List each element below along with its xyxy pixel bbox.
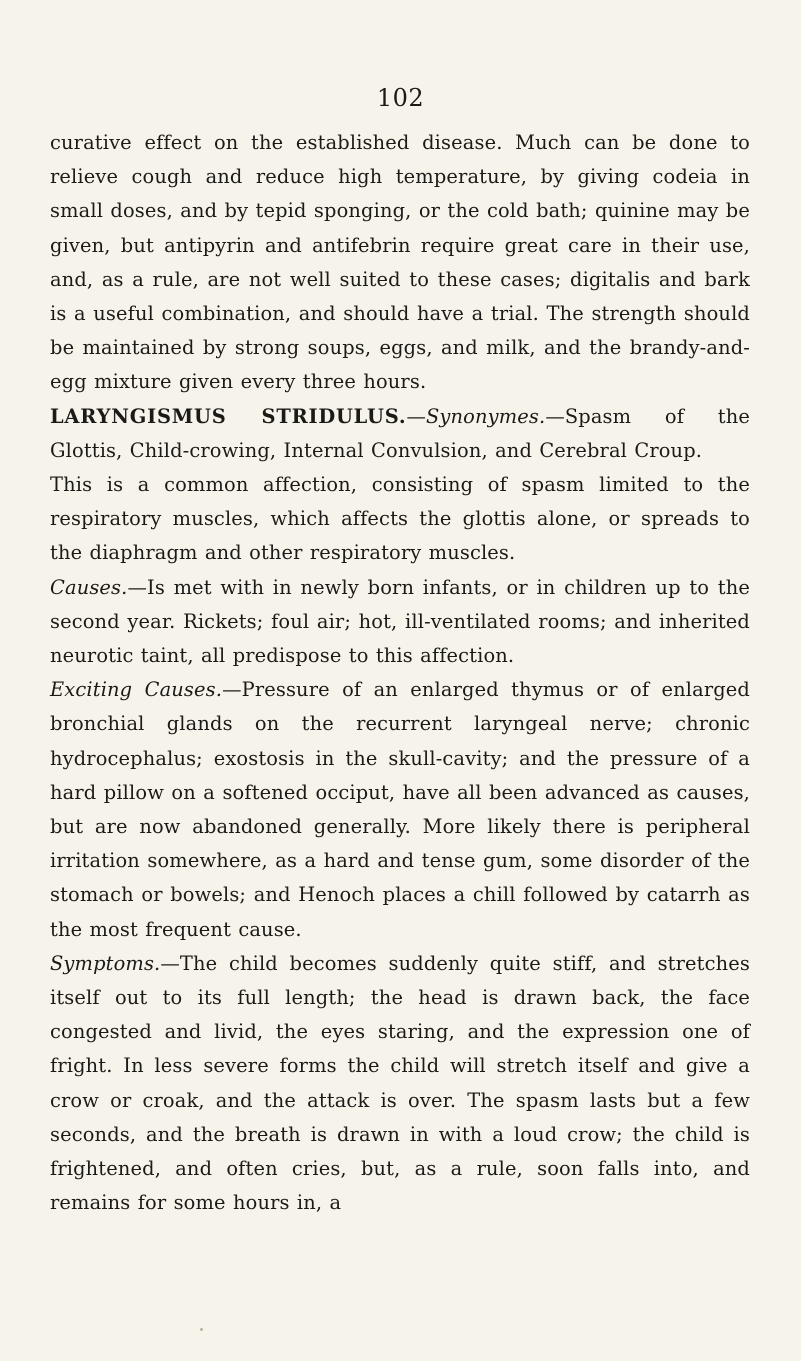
paragraph-treatment: [50, 126, 750, 400]
exciting-causes-label: Exciting Causes.: [50, 678, 223, 702]
section-heading: LARYNGISMUS STRIDULUS.: [50, 404, 407, 428]
paragraph-treatment-text: curative effect on the established disease. Much can be done to relieve cough and reduce high temperature, by giving codeia in small doses, and by tepid sponging, or the cold bath; quinine may be given, but antipyrin and antifebrin require great care in their use, and, as a rule, are not well suited to these cases; digitalis and bark is a useful combination, and should have a trial. The strength should be maintained by strong soups, eggs, and milk, and the brandy-and-egg mixture given every three hours.: [50, 131, 750, 394]
causes-text: —Is met with in newly born infants, or in children up to the second year. Rickets; foul air; hot, ill-ventilated rooms; and inherited neurotic taint, all predispose to this affection.: [50, 575, 750, 668]
heading-dash: —: [406, 404, 426, 428]
paragraph-definition: [50, 468, 750, 571]
synonymes-text: —Spasm of the Glottis, Child-crowing, Internal Convulsion, and Cerebral Croup.: [50, 404, 751, 462]
body-text: [50, 126, 750, 1221]
paragraph-laryngismus-heading: [50, 400, 750, 468]
paper-speck: [200, 1328, 203, 1331]
page-number: 102: [376, 84, 425, 112]
definition-text: This is a common affection, consisting of spasm limited to the respiratory muscles, which affects the glottis alone, or spreads to the diaphragm and other respiratory muscles.: [50, 473, 750, 565]
paragraph-exciting-causes: [50, 673, 750, 947]
paragraph-causes: [50, 571, 750, 674]
symptoms-text: —The child becomes suddenly quite stiff, and stretches itself out to its full length; the head is drawn back, the face congested and livid, the eyes staring, and the expression one of fright. In less severe forms the child will stretch itself and give a crow or croak, and the attack is over. The spasm lasts but a few seconds, and the breath is drawn in with a loud crow; the child is frightened, and often cries, but, as a rule, soon falls into, and remains for some hours in, a: [50, 951, 750, 1215]
paragraph-symptoms: [50, 947, 750, 1221]
exciting-causes-text: —Pressure of an enlarged thymus or of enlarged bronchial glands on the recurrent laryngeal nerve; chronic hydrocephalus; exostosis in the skull-cavity; and the pressure of a hard pillow on a softened occiput, have all been advanced as causes, but are now abandoned generally. More likely there is peripheral irritation somewhere, as a hard and tense gum, some disorder of the stomach or bowels; and Henoch places a chill followed by catarrh as the most frequent cause.: [50, 678, 750, 941]
synonymes-label: Synonymes.: [425, 404, 546, 428]
causes-label: Causes.: [50, 575, 128, 599]
symptoms-label: Symptoms.: [50, 951, 161, 975]
